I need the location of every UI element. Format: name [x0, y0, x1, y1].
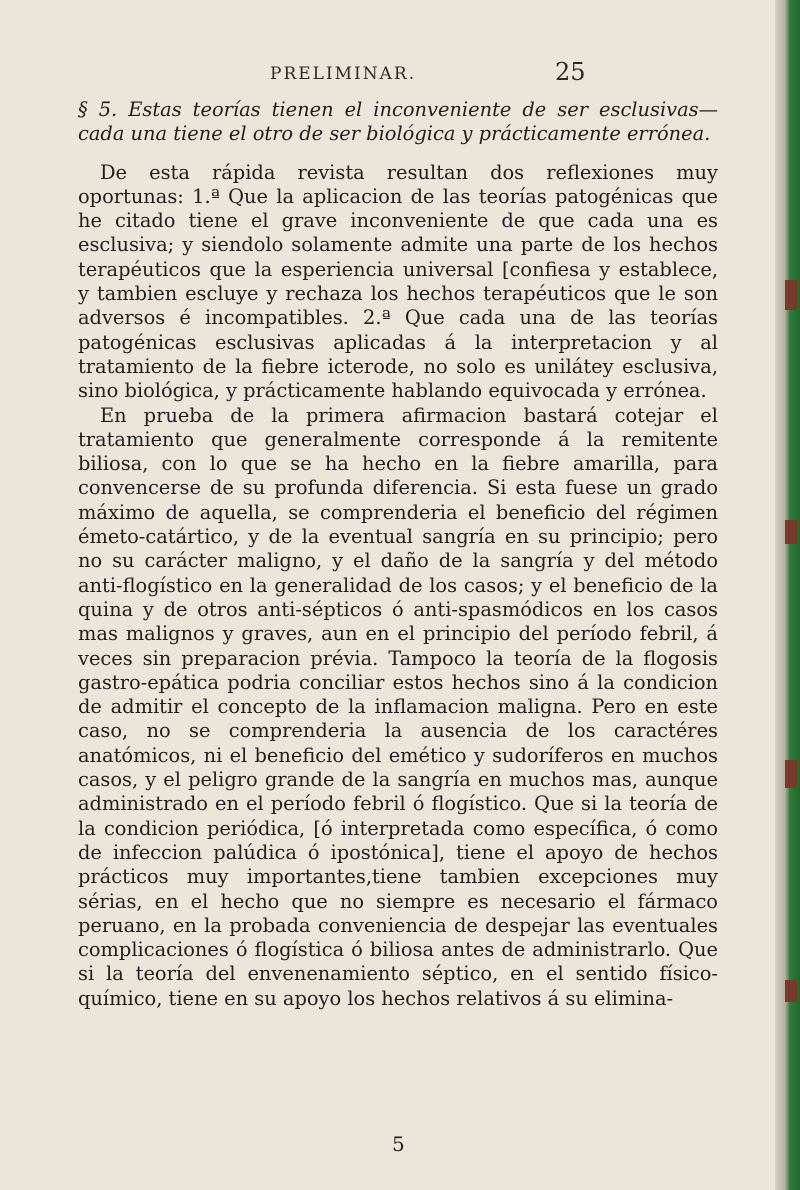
paragraph: En prueba de la primera afirmacion bastará cotejar el tratamiento que generalmente corresponde á la remitente biliosa, con lo que se ha hecho en la fiebre amarilla, para convencerse de su profunda diferencia. Si esta fuese un grado máximo de aquella, se comprenderia el beneficio del régimen émeto-catártico, y de la eventual sangría en su principio; pero no su carácter maligno, y el daño de la sangría y del método anti-flogístico en la generalidad de los casos; y el beneficio de la quina y de otros anti-sépticos ó anti-spasmódicos en los casos mas malignos y graves, aun en el principio del período febril, á veces sin preparacion prévia. Tampoco la teoría de la flogosis gastro-epática podria conciliar estos hechos sino á la condicion de admitir el concepto de la inflamacion maligna. Pero en este caso, no se comprenderia la ausencia de los caractéres anatómicos, ni el beneficio del emético y sudoríferos en muchos casos, y el peligro grande de la sangría en muchos mas, aunque administrado en el período febril ó flogístico. Que si la teoría de la condicion periódica, [ó interpretada como específica, ó como de infeccion palúdica ó ipostónica], tiene el apoyo de hechos prácticos muy importantes,tiene tambien excepciones muy sérias, en el hecho que no siempre es necesario el fármaco peruano, en la probada conveniencia de despejar las eventuales complicaciones ó flogística ó biliosa antes de administrarlo. Que si la teoría del envenenamiento séptico, en el sentido físico-químico, tiene en su apoyo los hechos relativos á su elimina-: [78, 403, 718, 1010]
section-title: § 5. Estas teorías tienen el inconveniente de ser esclusivas— cada una tiene el otro de ser biológica y prácticamente errónea.: [78, 98, 718, 146]
page-header: [0, 58, 775, 88]
edge-fleck: [785, 520, 797, 544]
edge-fleck: [785, 980, 797, 1002]
page-edge-binding: [775, 0, 800, 1190]
paragraph: De esta rápida revista resultan dos reflexiones muy oportunas: 1.ª Que la aplicacion de las teorías patogénicas que he citado tiene el grave inconveniente de que cada una es esclusiva; y siendolo solamente admite una parte de los hechos terapéuticos que la esperiencia universal [confiesa y establece, y tambien escluye y rechaza los hechos terapéuticos que le son adversos é incompatibles. 2.ª Que cada una de las teorías patogénicas esclusivas aplicadas á la interpretacion y al tratamiento de la fiebre icterode, no solo es unilátey esclusiva, sino biológica, y prácticamente hablando equivocada y errónea.: [78, 160, 718, 403]
printer-signature-mark: 5: [392, 1132, 405, 1156]
page-number: 25: [555, 58, 586, 86]
body-text: [78, 98, 718, 1011]
running-head: PRELIMINAR.: [270, 64, 417, 84]
edge-fleck: [785, 280, 797, 310]
edge-fleck: [785, 760, 797, 788]
